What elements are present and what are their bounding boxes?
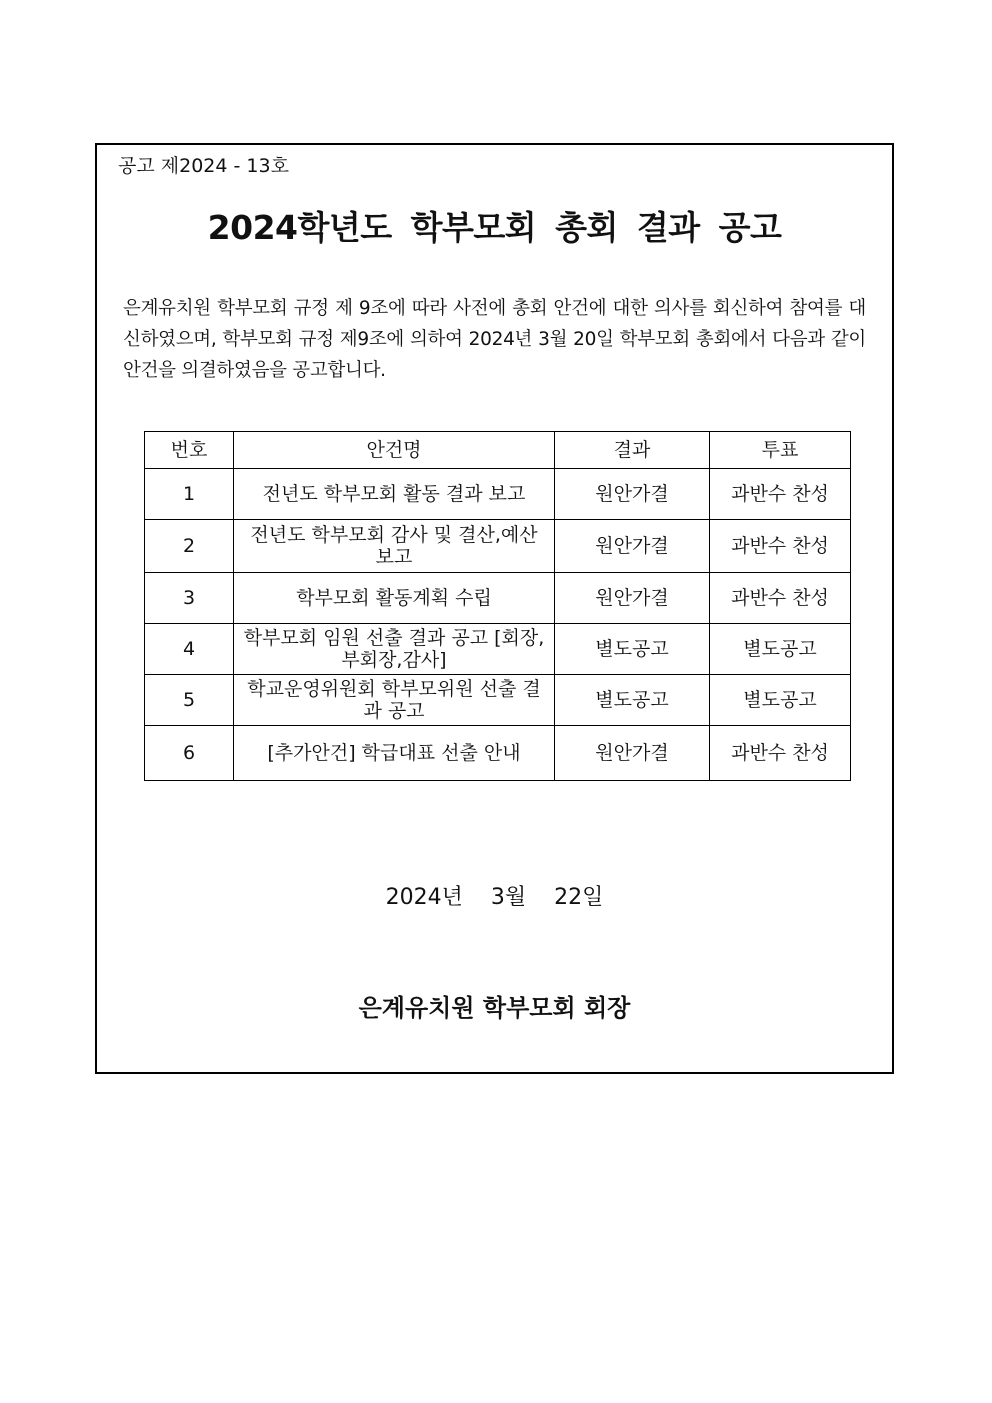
row-number: 6 (145, 726, 234, 781)
table-row (145, 520, 851, 573)
signature: 은계유치원 학부모회 회장 (358, 994, 631, 1022)
row-result: 별도공고 (555, 624, 710, 675)
row-vote: 과반수 찬성 (710, 573, 851, 624)
table-row (145, 675, 851, 726)
row-result: 원안가결 (555, 520, 710, 573)
header-agenda-item: 안건명 (234, 432, 555, 469)
document-title: 2024학년도 학부모회 총회 결과 공고 (207, 208, 782, 247)
row-number: 2 (145, 520, 234, 573)
row-agenda-item: 전년도 학부모회 감사 및 결산,예산 보고 (234, 520, 555, 573)
row-agenda-item: 학교운영위원회 학부모위원 선출 결과 공고 (234, 675, 555, 726)
notice-body-text: 은계유치원 학부모회 규정 제 9조에 따라 사전에 총회 안건에 대한 의사를 회신하여 참여를 대신하였으며, 학부모회 규정 제9조에 의하여 2024년 3월 20일 학부모회 총회에서 다음과 같이 안건을 의결하였음을 공고합니다. (123, 298, 866, 381)
table-row (145, 624, 851, 675)
row-number: 1 (145, 469, 234, 520)
row-number: 3 (145, 573, 234, 624)
header-vote: 투표 (710, 432, 851, 469)
notice-number: 공고 제2024 - 13호 (118, 155, 289, 177)
row-vote: 과반수 찬성 (710, 520, 851, 573)
row-vote: 별도공고 (710, 675, 851, 726)
header-number: 번호 (145, 432, 234, 469)
row-agenda-item: 학부모회 임원 선출 결과 공고 [회장,부회장,감사] (234, 624, 555, 675)
row-number: 4 (145, 624, 234, 675)
table-row (145, 573, 851, 624)
row-result: 원안가결 (555, 469, 710, 520)
row-agenda-item: 학부모회 활동계획 수립 (234, 573, 555, 624)
row-vote: 과반수 찬성 (710, 726, 851, 781)
table-header-row (145, 432, 851, 469)
notice-date: 2024년 3월 22일 (385, 885, 604, 910)
row-agenda-item: [추가안건] 학급대표 선출 안내 (234, 726, 555, 781)
row-number: 5 (145, 675, 234, 726)
table-row (145, 469, 851, 520)
row-result: 원안가결 (555, 573, 710, 624)
row-vote: 별도공고 (710, 624, 851, 675)
agenda-table (144, 431, 851, 781)
row-result: 별도공고 (555, 675, 710, 726)
table-row (145, 726, 851, 781)
notice-frame (95, 143, 894, 1074)
row-agenda-item: 전년도 학부모회 활동 결과 보고 (234, 469, 555, 520)
row-vote: 과반수 찬성 (710, 469, 851, 520)
header-result: 결과 (555, 432, 710, 469)
row-result: 원안가결 (555, 726, 710, 781)
